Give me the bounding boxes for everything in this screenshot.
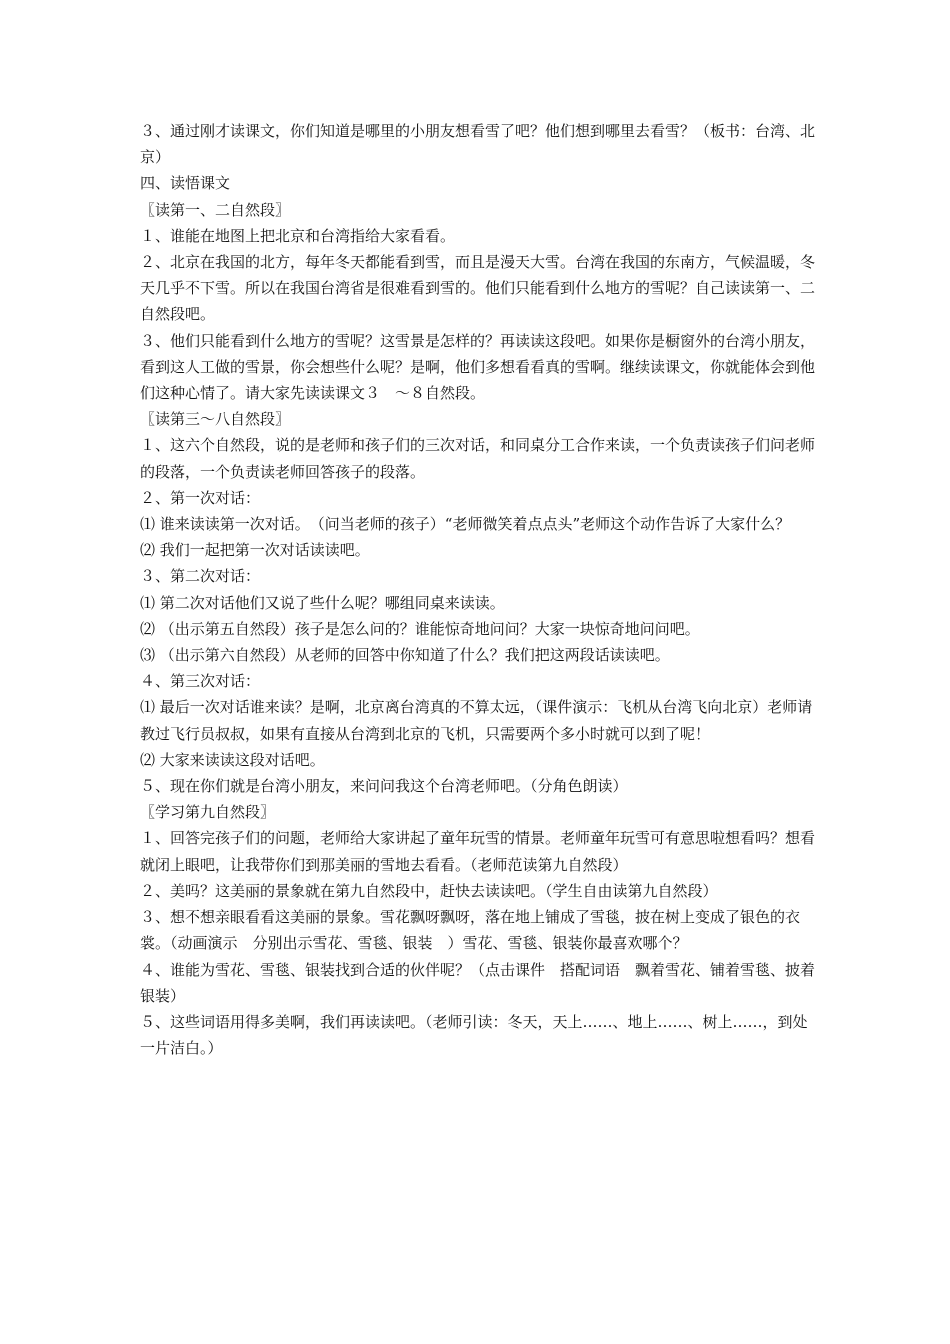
subsection-heading-1: 〖读第一、二自然段〗 — [140, 200, 291, 219]
paragraph-item: ３、想不想亲眼看看这美丽的景象。雪花飘呀飘呀，落在地上铺成了雪毯，披在树上变成了银色的衣裳。（动画演示 分别出示雪花、雪毯、银装 ）雪花、雪毯、银装你最喜欢哪个？ — [140, 908, 801, 953]
paragraph-subitem: ⑴ 第二次对话他们又说了些什么呢？哪组同桌来读读。 — [140, 593, 505, 612]
paragraph-subitem: ⑶ （出示第六自然段）从老师的回答中你知道了什么？我们把这两段话读读吧。 — [140, 646, 670, 665]
paragraph-item: １、谁能在地图上把北京和台湾指给大家看看。 — [140, 226, 456, 245]
paragraph-item: ２、美吗？这美丽的景象就在第九自然段中，赶快去读读吧。（学生自由读第九自然段） — [140, 881, 718, 900]
section-heading-4: 四、读悟课文 — [140, 174, 231, 193]
paragraph-item: １、这六个自然段，说的是老师和孩子们的三次对话，和同桌分工合作来读，一个负责读孩子们问老师的段落，一个负责读老师回答孩子的段落。 — [140, 436, 816, 481]
subsection-heading-3: 〖学习第九自然段〗 — [140, 803, 276, 822]
paragraph-item: ４、谁能为雪花、雪毯、银装找到合适的伙伴呢？（点击课件 搭配词语 飘着雪花、铺着雪毯、披着银装） — [140, 960, 816, 1005]
paragraph-item: １、回答完孩子们的问题，老师给大家讲起了童年玩雪的情景。老师童年玩雪可有意思啦想看吗？想看就闭上眼吧，让我带你们到那美丽的雪地去看看。（老师范读第九自然段） — [140, 829, 816, 874]
paragraph-subitem: ⑴ 最后一次对话谁来读？是啊，北京离台湾真的不算太远，（课件演示：飞机从台湾飞向北京）老师请教过飞行员叔叔，如果有直接从台湾到北京的飞机，只需要两个多小时就可以到了呢！ — [140, 698, 813, 743]
paragraph-item: ３、第二次对话： — [140, 567, 261, 586]
paragraph-item: ２、第一次对话： — [140, 488, 261, 507]
paragraph-subitem: ⑵ （出示第五自然段）孩子是怎么问的？谁能惊奇地问问？大家一块惊奇地问问吧。 — [140, 619, 700, 638]
paragraph-item: ４、第三次对话： — [140, 672, 261, 691]
paragraph-item: ３、他们只能看到什么地方的雪呢？这雪景是怎样的？再读读这段吧。如果你是橱窗外的台湾小朋友，看到这人工做的雪景，你会想些什么呢？是啊，他们多想看看真的雪啊。继续读课文，你就能体会到他们这种心情了。请大家先读读课文３ ～８自然段。 — [140, 331, 816, 403]
subsection-heading-2: 〖读第三～八自然段〗 — [140, 410, 291, 429]
paragraph-item: ２、北京在我国的北方，每年冬天都能看到雪，而且是漫天大雪。台湾在我国的东南方，气候温暖，冬天几乎不下雪。所以在我国台湾省是很难看到雪的。他们只能看到什么地方的雪呢？自己读读第一、二自然段吧。 — [140, 253, 816, 324]
paragraph-subitem: ⑴ 谁来读读第一次对话。 （问当老师的孩子）“老师微笑着点点头”老师这个动作告诉了大家什么？ — [140, 515, 791, 534]
paragraph-item: ５、现在你们就是台湾小朋友，来问问我这个台湾老师吧。（分角色朗读） — [140, 777, 628, 796]
paragraph-item: ５、这些词语用得多美啊，我们再读读吧。（老师引读：冬天，天上……、地上……、树上……，到处一片洁白。） — [140, 1012, 808, 1058]
paragraph-question-3: ３、通过刚才读课文，你们知道是哪里的小朋友想看雪了吧？他们想到哪里去看雪？（板书：台湾、北京） — [140, 122, 816, 167]
paragraph-subitem: ⑵ 大家来读读这段对话吧。 — [140, 750, 325, 769]
paragraph-subitem: ⑵ 我们一起把第一次对话读读吧。 — [140, 541, 370, 560]
